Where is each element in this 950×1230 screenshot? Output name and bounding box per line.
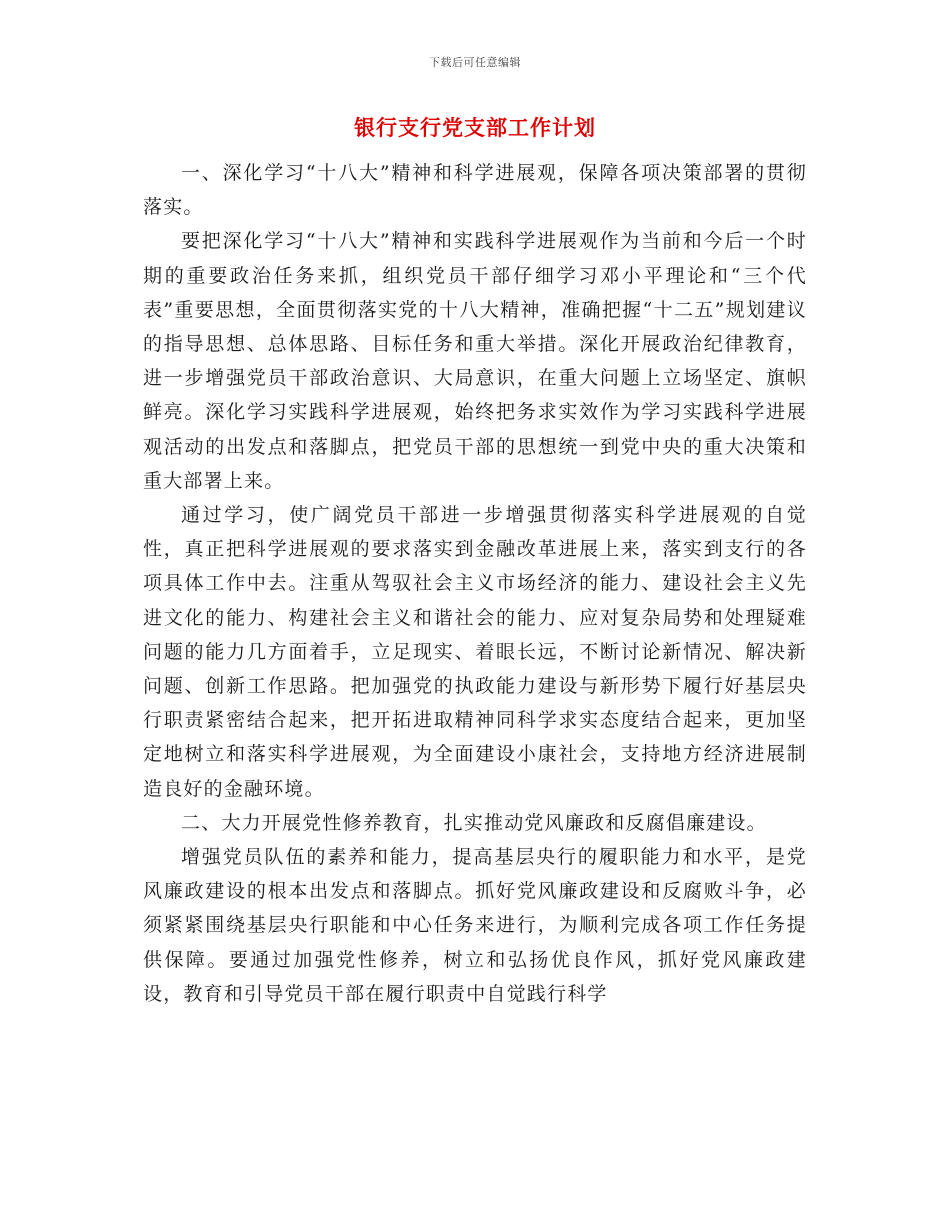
- document-body: [143, 156, 807, 1011]
- paragraph-section-1-heading: 一、深化学习“十八大”精神和科学进展观，保障各项决策部署的贯彻落实。: [143, 162, 807, 219]
- header-note: 下载后可任意编辑: [429, 56, 521, 69]
- document-title: 银行支行党支部工作计划: [354, 115, 596, 140]
- paragraph-section-2-heading: 二、大力开展党性修养教育，扎实推动党风廉政和反腐倡廉建设。: [181, 811, 767, 834]
- paragraph-study-requirements: 要把深化学习“十八大”精神和实践科学进展观作为当前和今后一个时期的重要政治任务来抓，组织党员干部仔细学习邓小平理论和“三个代表”重要思想，全面贯彻落实党的十八大精神，准确把握“十二五”规划建议的指导思想、总体思路、目标任务和重大举措。深化开展政治纪律教育，进一步增强党员干部政治意识、大局意识，在重大问题上立场坚定、旗帜鲜亮。深化学习实践科学进展观，始终把务求实效作为学习实践科学进展观活动的出发点和落脚点，把党员干部的思想统一到党中央的重大决策和重大部署上来。: [143, 230, 807, 492]
- paragraph-party-conduct: 增强党员队伍的素养和能力，提高基层央行的履职能力和水平，是党风廉政建设的根本出发点和落脚点。抓好党风廉政建设和反腐败斗争，必须紧紧围绕基层央行职能和中心任务来进行，为顺利完成各项工作任务提供保障。要通过加强党性修养，树立和弘扬优良作风，抓好党风廉政建设，教育和引导党员干部在履行职责中自觉践行科学: [143, 846, 807, 1005]
- paragraph-study-outcomes: 通过学习，使广阔党员干部进一步增强贯彻落实科学进展观的自觉性，真正把科学进展观的要求落实到金融改革进展上来，落实到支行的各项具体工作中去。注重从驾驭社会主义市场经济的能力、建设社会主义先进文化的能力、构建社会主义和谐社会的能力、应对复杂局势和处理疑难问题的能力几方面着手，立足现实、着眼长远，不断讨论新情况、解决新问题、创新工作思路。把加强党的执政能力建设与新形势下履行好基层央行职责紧密结合起来，把开拓进取精神同科学求实态度结合起来，更加坚定地树立和落实科学进展观，为全面建设小康社会，支持地方经济进展制造良好的金融环境。: [143, 504, 807, 800]
